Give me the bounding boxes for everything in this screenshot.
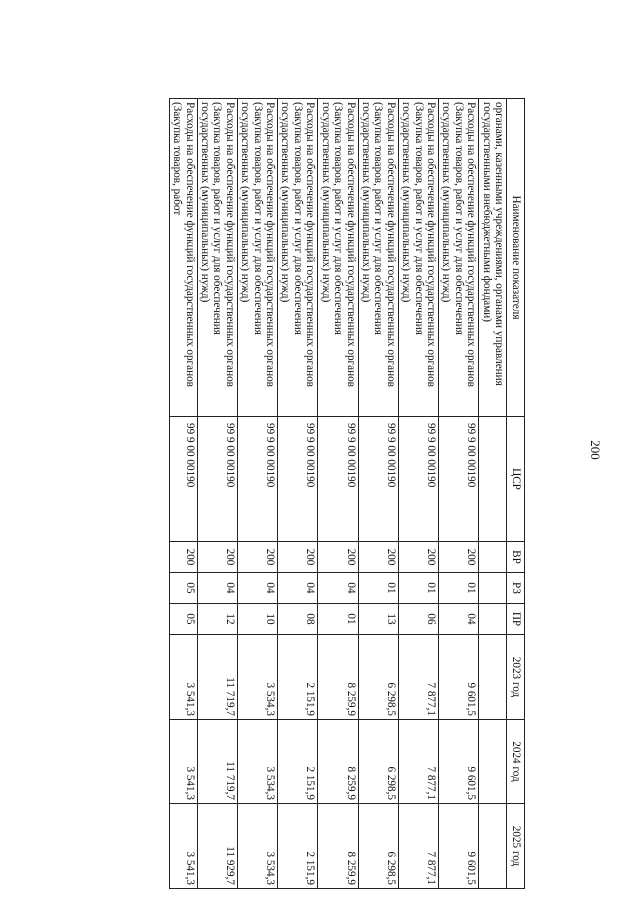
cell-2025 [479,804,507,889]
cell-csr: 99 9 00 00190 [237,417,277,542]
cell-2024: 3 534,3 [237,720,277,804]
cell-2025: 3 534,3 [237,804,277,889]
header-2024: 2024 год [507,720,525,804]
cell-pr: 05 [169,604,197,635]
cell-rz: 01 [398,573,438,604]
cell-rz: 01 [358,573,398,604]
cell-rz [479,573,507,604]
cell-csr: 99 9 00 00190 [278,417,318,542]
header-name: Наименование показателя [507,99,525,417]
budget-table [169,98,525,889]
cell-rz: 04 [318,573,358,604]
cell-2024 [479,720,507,804]
cell-pr: 12 [197,604,237,635]
cell-rz: 04 [237,573,277,604]
table-row [318,99,358,889]
cell-vr: 200 [197,542,237,573]
header-rz: РЗ [507,573,525,604]
table-row [197,99,237,889]
cell-pr: 01 [318,604,358,635]
cell-name: Расходы на обеспечение функций государственных органов (Закупка товаров, работ и услуг для обеспечения государственных (муниципальных) нужд) [438,99,478,417]
cell-name: Расходы на обеспечение функций государственных органов (Закупка товаров, работ и услуг для обеспечения государственных (муниципальных) нужд) [318,99,358,417]
cell-name: органами, казенными учреждениями, органами управления государственными внебюджетными фондами) [479,99,507,417]
cell-rz: 01 [438,573,478,604]
cell-2023: 7 877,1 [398,635,438,720]
cell-pr [479,604,507,635]
table-row [438,99,478,889]
cell-2025: 2 151,9 [278,804,318,889]
table-row [278,99,318,889]
cell-rz: 04 [197,573,237,604]
cell-pr: 10 [237,604,277,635]
cell-2025: 3 541,3 [169,804,197,889]
cell-rz: 05 [169,573,197,604]
cell-vr: 200 [358,542,398,573]
cell-csr: 99 9 00 00190 [438,417,478,542]
cell-2024: 11 719,7 [197,720,237,804]
cell-name: Расходы на обеспечение функций государственных органов (Закупка товаров, работ и услуг для обеспечения государственных (муниципальных) нужд) [398,99,438,417]
cell-vr: 200 [438,542,478,573]
cell-2023: 3 534,3 [237,635,277,720]
cell-csr [479,417,507,542]
cell-2025: 9 601,5 [438,804,478,889]
cell-vr: 200 [169,542,197,573]
table-header-row [507,99,525,889]
cell-vr: 200 [278,542,318,573]
cell-2024: 6 298,5 [358,720,398,804]
cell-2023: 9 601,5 [438,635,478,720]
cell-2023: 8 259,9 [318,635,358,720]
header-2025: 2025 год [507,804,525,889]
cell-name: Расходы на обеспечение функций государственных органов (Закупка товаров, работ и услуг для обеспечения государственных (муниципальных) нужд) [197,99,237,417]
header-2023: 2023 год [507,635,525,720]
cell-pr: 13 [358,604,398,635]
cell-pr: 08 [278,604,318,635]
cell-pr: 04 [438,604,478,635]
header-vr: ВР [507,542,525,573]
cell-name: Расходы на обеспечение функций государственных органов (Закупка товаров, работ и услуг для обеспечения государственных (муниципальных) нужд) [278,99,318,417]
cell-name: Расходы на обеспечение функций государственных органов (Закупка товаров, работ и услуг для обеспечения государственных (муниципальных) нужд) [358,99,398,417]
cell-vr: 200 [237,542,277,573]
cell-csr: 99 9 00 00190 [358,417,398,542]
cell-2025: 11 929,7 [197,804,237,889]
table-row [479,99,507,889]
cell-2024: 3 541,3 [169,720,197,804]
cell-2023 [479,635,507,720]
cell-2023: 2 151,9 [278,635,318,720]
cell-csr: 99 9 00 00190 [197,417,237,542]
table-row [358,99,398,889]
cell-2025: 8 259,9 [318,804,358,889]
cell-2024: 2 151,9 [278,720,318,804]
header-csr: ЦСР [507,417,525,542]
rotated-table-wrapper [25,98,525,888]
cell-vr: 200 [318,542,358,573]
cell-2025: 7 877,1 [398,804,438,889]
cell-2023: 6 298,5 [358,635,398,720]
cell-vr [479,542,507,573]
cell-name: Расходы на обеспечение функций государственных органов (Закупка товаров, работ и услуг для обеспечения государственных (муниципальных) нужд) [237,99,277,417]
cell-2024: 7 877,1 [398,720,438,804]
cell-csr: 99 9 00 00190 [398,417,438,542]
cell-vr: 200 [398,542,438,573]
cell-rz: 04 [278,573,318,604]
cell-csr: 99 9 00 00190 [169,417,197,542]
page-number: 200 [588,440,603,460]
cell-csr: 99 9 00 00190 [318,417,358,542]
cell-2023: 11 719,7 [197,635,237,720]
header-pr: ПР [507,604,525,635]
table-row [237,99,277,889]
cell-2025: 6 298,5 [358,804,398,889]
cell-pr: 06 [398,604,438,635]
cell-2024: 8 259,9 [318,720,358,804]
table-row [169,99,197,889]
cell-2023: 3 541,3 [169,635,197,720]
table-row [398,99,438,889]
cell-2024: 9 601,5 [438,720,478,804]
cell-name: Расходы на обеспечение функций государственных органов (Закупка товаров, работ [169,99,197,417]
